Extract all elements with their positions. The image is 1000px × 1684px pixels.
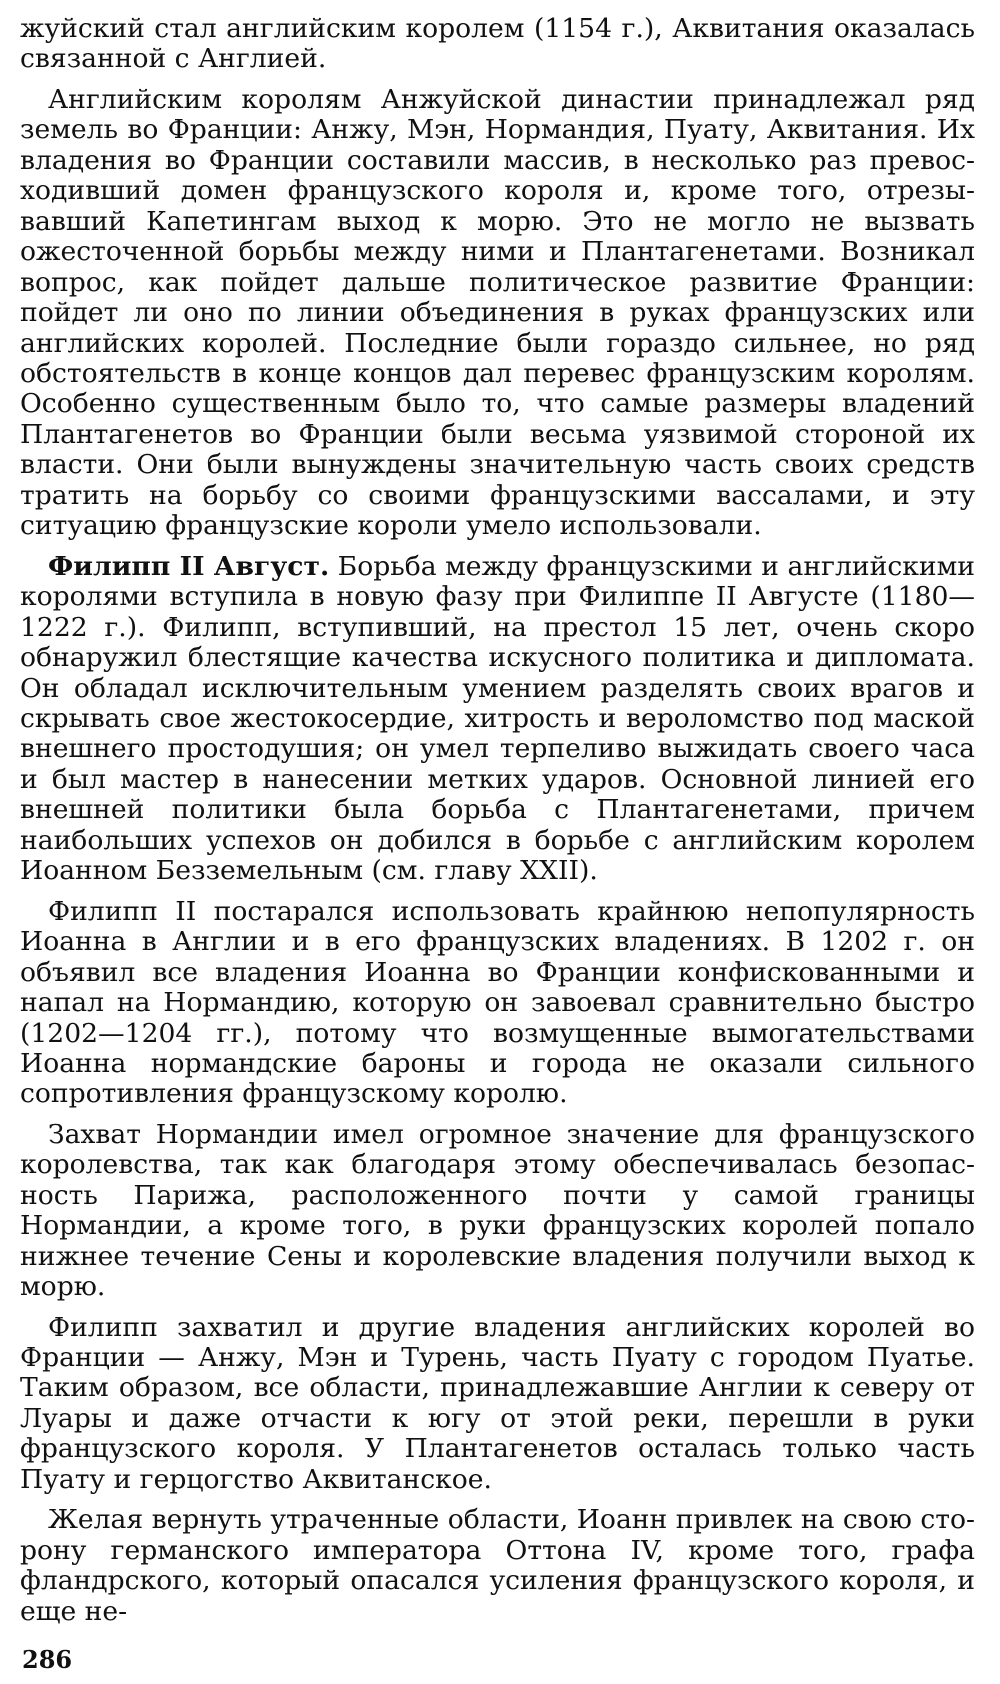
book-page [20, 14, 975, 1627]
paragraph-normandy-conquest: Филипп II постарался использовать крайнюю непопулярность Иоанна в Англии и в его французских владениях. В 1202 г. он объявил все владения Иоанна во Франции конфискованными и напал на Нормандию, которую он завоевал сравнительно быстро (1202—1204 гг.), потому что возмущенные вымогательствами Иоанна нормандские бароны и города не оказали сильного сопротивления французскому королю. [20, 895, 975, 1110]
paragraph-normandy-significance: Захват Нормандии имел огромное значение для французского королевства, так как благодаря этому обеспечивалась безопасность Парижа, расположенного почти у самой границы Нормандии, а кроме того, в руки французских королей попало нижнее течение Сены и королевские владения получили выход к морю. [20, 1118, 975, 1303]
paragraph-other-possessions: Филипп захватил и другие владения английских королей во Франции — Анжу, Мэн и Турень, часть Пуату с городом Пуатье. Таким образом, все области, принадлежавшие Англии к северу от Луары и даже отчасти к югу от этой реки, перешли в руки французского короля. У Плантагенетов осталась только часть Пуату и герцогство Аквитанское. [20, 1311, 975, 1495]
paragraph-john-alliance: Желая вернуть утраченные области, Иоанн привлек на свою сторону германского императора Оттона IV, кроме того, графа фландрского, который опасался усиления французского короля, и еще не- [20, 1504, 975, 1627]
paragraph-angevin-lands: Английским королям Анжуйской династии принадлежал ряд земель во Франции: Анжу, Мэн, Нормандия, Пуату, Аквитания. Их владения во Франции составили массив, в несколько раз превосходивший домен французского короля и, кроме того, отрезывавший Капетингам выход к морю. Это не могло не вызвать ожесточенной борьбы между ними и Плантагенетами. Возникал вопрос, как пойдет дальше политическое развитие Франции: пойдет ли оно по линии объединения в руках французских или английских королей. Последние были гораздо сильнее, но ряд обстоятельств в конце концов дал перевес французским королям. Особенно существенным было то, что самые размеры владений Плантагенетов во Франции были весьма уязвимой стороной их власти. Они были вынуждены значительную часть своих средств тратить на борьбу со своими французскими вассалами, и эту ситуацию французские короли умело использовали. [20, 83, 975, 542]
paragraph-philip-augustus-body: Борьба между французскими и английскими королями вступила в новую фазу при Филиппе II Августе (1180—1222 г.). Филипп, вступивший, на престол 15 лет, очень скоро обнаружил блестящие качества искусного политика и дипломата. Он обладал исключительным умением разделять своих врагов и скрывать свое жестокосердие, хитрость и вероломство под маской внешнего простодушия; он умел терпеливо выжидать своего часа и был мастер в нанесении метких ударов. Основной линией его внешней политики была борьба с Плантагенетами, причем наибольших успехов он добился в борьбе с английским королем Иоанном Безземельным (см. главу XXII). [20, 550, 975, 887]
paragraph-philip-augustus [20, 552, 975, 887]
run-in-heading: Филипп II Август. [48, 550, 330, 582]
page-number: 286 [22, 1645, 73, 1674]
paragraph-continuation: жуйский стал английским королем (1154 г.), Аквитания оказалась связанной с Англией. [20, 13, 975, 75]
